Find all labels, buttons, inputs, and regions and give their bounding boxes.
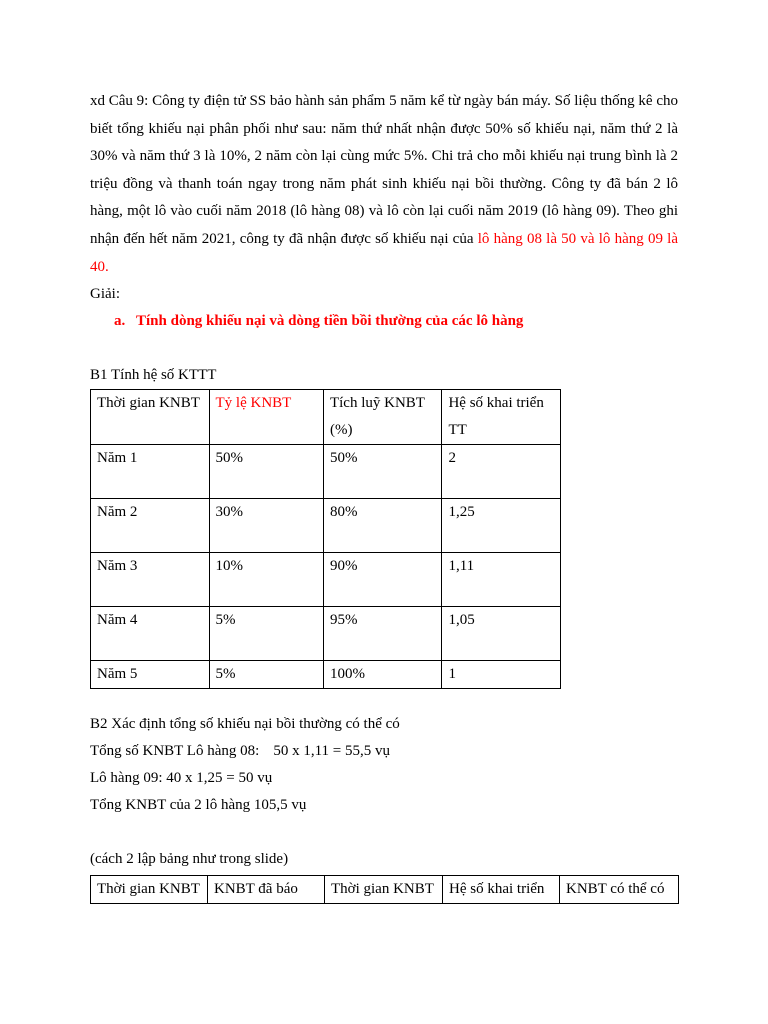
- question-paragraph: [90, 88, 678, 281]
- question-text-highlight: lô hàng 08 là 50 và lô hàng 09 là 40.: [90, 230, 678, 275]
- b2-title: B2 Xác định tổng số khiếu nại bồi thường có thể có: [90, 716, 400, 733]
- document-page: [90, 88, 678, 904]
- table-header-cell: Hệ số khai triển TT: [442, 390, 561, 445]
- table-header-cell: Thời gian KNBT: [325, 876, 443, 904]
- table-row: [91, 607, 561, 661]
- b1-title: B1 Tính hệ số KTTT: [90, 367, 217, 384]
- table-cell: Năm 3: [91, 553, 210, 607]
- part-a-heading: [90, 308, 678, 335]
- table-cell: 30%: [209, 499, 323, 553]
- method-2-table: [90, 875, 679, 904]
- table-cell: 5%: [209, 607, 323, 661]
- part-a-number: a.: [114, 313, 126, 330]
- table-header-cell: Hệ số khai triển: [443, 876, 560, 904]
- b2-line-1: [90, 738, 678, 765]
- b2-line-2: Lô hàng 09: 40 x 1,25 = 50 vụ: [90, 770, 273, 787]
- b2-line-1-label: Tổng số KNBT Lô hàng 08:: [90, 743, 260, 760]
- table-header-cell: Thời gian KNBT: [91, 876, 208, 904]
- table-cell: 1,25: [442, 499, 561, 553]
- table-cell: Năm 2: [91, 499, 210, 553]
- table-header-cell: KNBT có thể có: [560, 876, 679, 904]
- table-cell: 5%: [209, 661, 323, 689]
- table-cell: 80%: [323, 499, 442, 553]
- table-cell: 90%: [323, 553, 442, 607]
- b2-line-3: Tổng KNBT của 2 lô hàng 105,5 vụ: [90, 797, 307, 814]
- table-cell: 50%: [323, 445, 442, 499]
- table-cell: Năm 1: [91, 445, 210, 499]
- table-cell: 2: [442, 445, 561, 499]
- table-cell: 100%: [323, 661, 442, 689]
- table-header-cell: KNBT đã báo: [208, 876, 325, 904]
- table-header-row: [91, 390, 561, 445]
- solution-label: Giải:: [90, 286, 120, 303]
- table-header-cell: Tích luỹ KNBT (%): [323, 390, 442, 445]
- b2-line-1-calc: 50 x 1,11 = 55,5 vụ: [273, 743, 390, 760]
- table-cell: Năm 5: [91, 661, 210, 689]
- table-row: [91, 445, 561, 499]
- table-cell: 10%: [209, 553, 323, 607]
- method-2-note: (cách 2 lập bảng như trong slide): [90, 851, 289, 868]
- table-cell: 1,11: [442, 553, 561, 607]
- question-text: xd Câu 9: Công ty điện tử SS bảo hành sản phẩm 5 năm kể từ ngày bán máy. Số liệu thống kê cho biết tổng khiếu nại phân phối như sau: năm thứ nhất nhận được 50% số khiếu nại, năm thứ 2 là 30% và năm thứ 3 là 10%, 2 năm còn lại cùng mức 5%. Chi trả cho mỗi khiếu nại trung bình là 2 triệu đồng và thanh toán ngay trong năm phát sinh khiếu nại bồi thường. Công ty đã bán 2 lô hàng, một lô vào cuối năm 2018 (lô hàng 08) và lô còn lại cuối năm 2019 (lô hàng 09). Theo ghi nhận đến hết năm 2021, công ty đã nhận được số khiếu nại của: [90, 93, 678, 247]
- table-cell: 95%: [323, 607, 442, 661]
- table-row: [91, 499, 561, 553]
- table-header-row: [91, 876, 679, 904]
- table-cell: 1: [442, 661, 561, 689]
- table-row: [91, 553, 561, 607]
- coefficient-table: [90, 389, 561, 689]
- part-a-title: Tính dòng khiếu nại và dòng tiền bồi thường của các lô hàng: [136, 313, 524, 330]
- table-cell: Năm 4: [91, 607, 210, 661]
- table-row: [91, 661, 561, 689]
- table-header-cell: Thời gian KNBT: [91, 390, 210, 445]
- table-header-cell: Tỷ lệ KNBT: [209, 390, 323, 445]
- table-cell: 1,05: [442, 607, 561, 661]
- table-cell: 50%: [209, 445, 323, 499]
